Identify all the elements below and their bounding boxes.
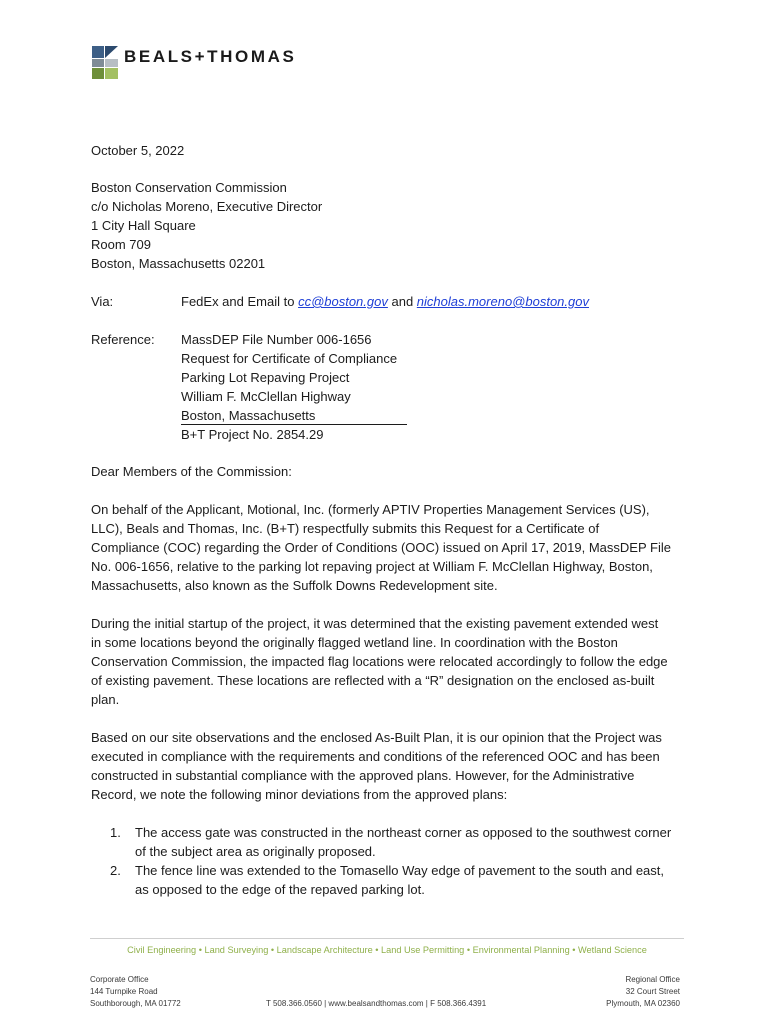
via-label: Via: [91, 294, 114, 309]
footer-line: Southborough, MA 01772 [90, 999, 181, 1008]
service-item: Civil Engineering [127, 945, 197, 955]
bullet-separator: • [375, 945, 379, 955]
paragraph-text: During the initial startup of the project, it was determined that the existing pavement extended west in some locations beyond the originally flagged wetland line. In coordination with the Boston Conservation Commission, the impacted flag locations were relocated accordingly to follow the edge of existing pavement. These locations are reflected with a “R” designation on the enclosed as-built plan. [91, 616, 668, 707]
salutation: Dear Members of the Commission: [91, 464, 292, 479]
reference-line: William F. McClellan Highway [181, 389, 351, 404]
address-line-3: 1 City Hall Square [91, 218, 196, 233]
reference-line: B+T Project No. 2854.29 [181, 427, 324, 442]
footer-line: Plymouth, MA 02360 [606, 999, 680, 1008]
logo-mark-icon [92, 46, 124, 80]
list-item [110, 861, 680, 899]
bullet-separator: • [466, 945, 471, 955]
bullet-separator: • [270, 945, 275, 955]
footer-line: Corporate Office [90, 975, 149, 984]
footer-line: 32 Court Street [625, 987, 680, 996]
reference-line: Request for Certificate of Compliance [181, 351, 398, 366]
list-number: 2. [110, 863, 121, 878]
reference-line: Parking Lot Repaving Project [181, 370, 350, 385]
body-paragraph-1 [91, 500, 671, 595]
email-link-moreno[interactable]: nicholas.moreno@boston.gov [416, 294, 589, 309]
paragraph-text: On behalf of the Applicant, Motional, Inc. (formerly APTIV Properties Management Services (US), LLC), Beals and Thomas, Inc. (B+T) respectfully submits this Request for a Certificate of Compliance (COC) regarding the Order of Conditions (OOC) issued on April 17, 2019, MassDEP File No. 006-1656, relative to the parking lot repaving project at William F. McClellan Highway, Boston, Massachusetts, also known as the Suffolk Downs Redevelopment site. [91, 502, 671, 593]
address-line-1: Boston Conservation Commission [91, 180, 287, 195]
reference-label: Reference: [91, 332, 155, 347]
footer-corporate-office [90, 974, 181, 1010]
footer-contact: T 508.366.0560 | www.bealsandthomas.com | F 508.366.4391 [266, 999, 487, 1008]
service-item: Landscape Architecture [276, 945, 373, 955]
service-item: Land Surveying [204, 945, 269, 955]
footer-regional-office [606, 974, 680, 1010]
address-line-5: Boston, Massachusetts 02201 [91, 256, 266, 271]
deviation-list [110, 823, 680, 899]
address-line-4: Room 709 [91, 237, 151, 252]
footer-divider [90, 938, 684, 939]
address-line-2: c/o Nicholas Moreno, Executive Director [91, 199, 323, 214]
list-item [110, 823, 680, 861]
bullet-separator: • [572, 945, 576, 955]
bullet-separator: • [198, 945, 202, 955]
email-link-cc[interactable]: cc@boston.gov [298, 294, 388, 309]
body-paragraph-3 [91, 728, 671, 804]
service-item: Environmental Planning [472, 945, 570, 955]
via-prefix: FedEx and Email to [181, 294, 299, 309]
footer-services [90, 945, 684, 955]
body-paragraph-2 [91, 614, 671, 709]
list-text: The access gate was constructed in the northeast corner as opposed to the southwest corner of the subject area as originally proposed. [135, 825, 672, 859]
service-item: Land Use Permitting [381, 945, 465, 955]
list-text: The fence line was extended to the Tomasello Way edge of pavement to the south and east, as opposed to the edge of the repaved parking lot. [135, 863, 665, 897]
reference-line: MassDEP File Number 006-1656 [181, 332, 372, 347]
via-line [181, 292, 589, 311]
list-number: 1. [110, 825, 121, 840]
reference-line-underlined: Boston, Massachusetts [181, 407, 407, 425]
service-item: Wetland Science [578, 945, 647, 955]
via-joiner: and [387, 294, 417, 309]
footer-line: 144 Turnpike Road [90, 987, 158, 996]
reference-block [181, 330, 407, 444]
logo-wordmark: BEALS+THOMAS [124, 47, 297, 66]
paragraph-text: Based on our site observations and the enclosed As-Built Plan, it is our opinion that the Project was executed in compliance with the requirements and conditions of the referenced OOC and has been constructed in substantial compliance with the approved plans. However, for the Administrative Record, we note the following minor deviations from the approved plans: [91, 730, 662, 802]
footer-line: Regional Office [625, 975, 680, 984]
letter-date: October 5, 2022 [91, 143, 185, 158]
